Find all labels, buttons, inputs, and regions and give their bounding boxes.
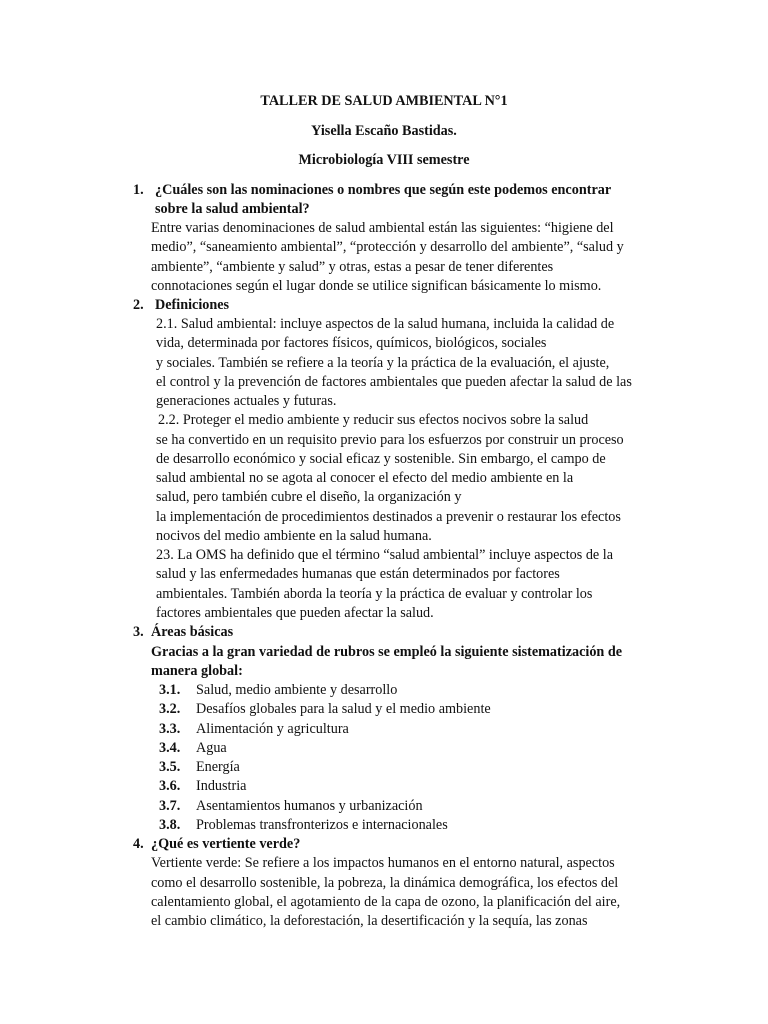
q2-body-line: de desarrollo económico y social eficaz y sostenible. Sin embargo, el campo de bbox=[156, 451, 606, 467]
q2-body-line: generaciones actuales y futuras. bbox=[156, 393, 337, 409]
list-item: Agua bbox=[196, 740, 227, 756]
course-name: Microbiología VIII semestre bbox=[298, 152, 470, 168]
list-item-number: 3.6. bbox=[159, 778, 181, 794]
q1-body-line: Entre varias denominaciones de salud ambiental están las siguientes: “higiene del bbox=[151, 220, 614, 236]
list-item: Energía bbox=[196, 759, 240, 775]
q2-body-line: vida, determinada por factores físicos, químicos, biológicos, sociales bbox=[156, 335, 547, 351]
q1-heading-line: ¿Cuáles son las nominaciones o nombres que según este podemos encontrar bbox=[155, 182, 612, 198]
q2-number: 2. bbox=[133, 297, 144, 313]
q3-intro-line: Gracias a la gran variedad de rubros se empleó la siguiente sistematización de bbox=[151, 644, 623, 660]
list-item-number: 3.2. bbox=[159, 701, 181, 717]
list-item: Alimentación y agricultura bbox=[196, 721, 349, 737]
list-item-number: 3.5. bbox=[159, 759, 181, 775]
list-item-number: 3.1. bbox=[159, 682, 181, 698]
list-item-number: 3.7. bbox=[159, 798, 181, 814]
q2-body-line: ambientales. También aborda la teoría y la práctica de evaluar y controlar los bbox=[156, 586, 593, 602]
q2-body-line: salud y las enfermedades humanas que están determinados por factores bbox=[156, 566, 560, 582]
q4-body-line: como el desarrollo sostenible, la pobreza, la dinámica demográfica, los efectos del bbox=[151, 875, 619, 891]
list-item-number: 3.3. bbox=[159, 721, 181, 737]
q2-body-line: y sociales. También se refiere a la teoría y la práctica de la evaluación, el ajuste, bbox=[156, 355, 610, 371]
q2-body-line: se ha convertido en un requisito previo para los esfuerzos por construir un proceso bbox=[156, 432, 624, 448]
list-item-number: 3.8. bbox=[159, 817, 181, 833]
document-title: TALLER DE SALUD AMBIENTAL N°1 bbox=[260, 93, 508, 109]
list-item: Desafíos globales para la salud y el medio ambiente bbox=[196, 701, 491, 717]
q2-body-line: salud, pero también cubre el diseño, la organización y bbox=[156, 489, 462, 505]
q4-body-line: Vertiente verde: Se refiere a los impactos humanos en el entorno natural, aspectos bbox=[151, 855, 615, 871]
q1-number: 1. bbox=[133, 182, 144, 198]
q4-heading: ¿Qué es vertiente verde? bbox=[151, 836, 301, 852]
q2-body-line: nocivos del medio ambiente en la salud humana. bbox=[156, 528, 432, 544]
list-item: Asentamientos humanos y urbanización bbox=[196, 798, 423, 814]
q4-body-line: el cambio climático, la deforestación, la desertificación y la sequía, las zonas bbox=[151, 913, 588, 929]
q2-body-line: la implementación de procedimientos destinados a prevenir o restaurar los efectos bbox=[156, 509, 621, 525]
q2-body-line: factores ambientales que pueden afectar la salud. bbox=[156, 605, 434, 621]
q1-body-line: medio”, “saneamiento ambiental”, “protección y desarrollo del ambiente”, “salud y bbox=[151, 239, 624, 255]
q4-number: 4. bbox=[133, 836, 144, 852]
q3-heading: Áreas básicas bbox=[151, 624, 234, 640]
list-item-number: 3.4. bbox=[159, 740, 181, 756]
list-item: Salud, medio ambiente y desarrollo bbox=[196, 682, 398, 698]
q2-heading: Definiciones bbox=[155, 297, 230, 313]
q1-heading-line: sobre la salud ambiental? bbox=[155, 201, 310, 217]
list-item: Problemas transfronterizos e internacionales bbox=[196, 817, 448, 833]
q3-intro-line: manera global: bbox=[151, 663, 243, 679]
author-name: Yisella Escaño Bastidas. bbox=[311, 123, 457, 139]
q3-number: 3. bbox=[133, 624, 144, 640]
q2-body-line: 2.2. Proteger el medio ambiente y reducir sus efectos nocivos sobre la salud bbox=[158, 412, 589, 428]
q2-body-line: salud ambiental no se agota al conocer el efecto del medio ambiente en la bbox=[156, 470, 574, 486]
q2-body-line: 23. La OMS ha definido que el término “salud ambiental” incluye aspectos de la bbox=[156, 547, 614, 563]
q2-body-line: el control y la prevención de factores ambientales que pueden afectar la salud de las bbox=[156, 374, 632, 390]
q4-body-line: calentamiento global, el agotamiento de la capa de ozono, la planificación del aire, bbox=[151, 894, 621, 910]
list-item: Industria bbox=[196, 778, 247, 794]
q1-body-line: ambiente”, “ambiente y salud” y otras, estas a pesar de tener diferentes bbox=[151, 259, 554, 275]
q1-body-line: connotaciones según el lugar donde se utilice significan básicamente lo mismo. bbox=[151, 278, 602, 294]
q2-body-line: 2.1. Salud ambiental: incluye aspectos de la salud humana, incluida la calidad de bbox=[156, 316, 615, 332]
